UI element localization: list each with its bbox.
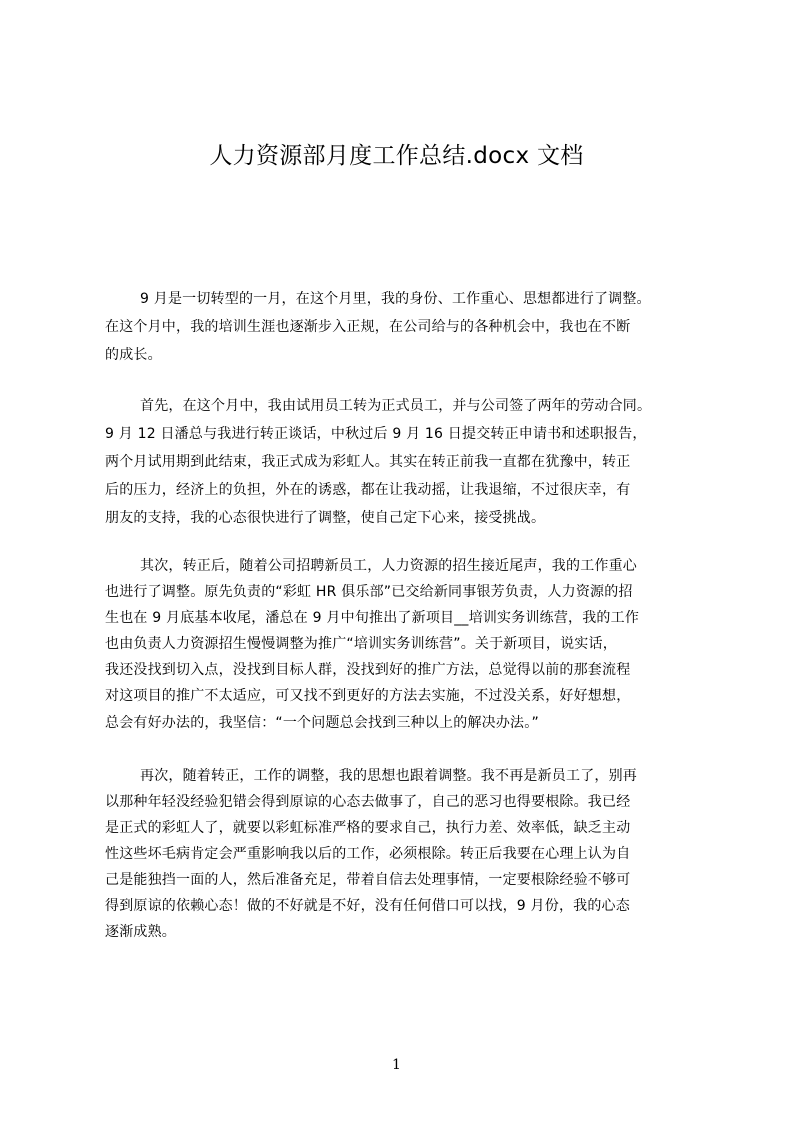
paragraph-3-line-5: 我还没找到切入点，没找到目标人群，没找到好的推广方法，总觉得以前的那套流程 <box>105 662 631 678</box>
paragraph-3-line-6: 对这项目的推广不太适应，可又找不到更好的方法去实施，不过没关系，好好想想， <box>105 688 631 704</box>
paragraph-4-line-2: 以那种年轻没经验犯错会得到原谅的心态去做事了，自己的恶习也得要根除。我已经 <box>105 794 631 810</box>
paragraph-3-line-1: 其次，转正后，随着公司招聘新员工，人力资源的招生接近尾声，我的工作重心 <box>140 558 637 574</box>
paragraph-4-line-3: 是正式的彩虹人了，就要以彩虹标准严格的要求自己，执行力差、效率低，缺乏主动 <box>105 820 631 836</box>
paragraph-1-line-1: 9 月是一切转型的一月，在这个月里，我的身份、工作重心、思想都进行了调整。 <box>140 291 651 307</box>
paragraph-2-line-4: 后的压力，经济上的负担，外在的诱惑，都在让我动摇，让我退缩，不过很庆幸，有 <box>105 482 631 498</box>
paragraph-1-line-3: 的成长。 <box>105 347 162 363</box>
paragraph-4-line-1: 再次，随着转正，工作的调整，我的思想也跟着调整。我不再是新员工了，别再 <box>140 768 637 784</box>
paragraph-2-line-5: 朋友的支持，我的心态很快进行了调整，使自己定下心来，接受挑战。 <box>105 510 546 526</box>
paragraph-3-line-2: 也进行了调整。原先负责的“彩虹 HR 俱乐部”已交给新同事银芳负责，人力资源的招 <box>105 584 633 600</box>
paragraph-3-line-7: 总会有好办法的，我坚信：“一个问题总会找到三种以上的解决办法。” <box>105 715 539 731</box>
paragraph-2-line-2: 9 月 12 日潘总与我进行转正谈话，中秋过后 9 月 16 日提交转正申请书和述职报告， <box>105 426 647 442</box>
paragraph-2-line-3: 两个月试用期到此结束，我正式成为彩虹人。其实在转正前我一直都在犹豫中，转正 <box>105 454 631 470</box>
paragraph-4-line-4: 性这些坏毛病肯定会严重影响我以后的工作，必须根除。转正后我要在心理上认为自 <box>105 846 631 862</box>
paragraph-3-line-3: 生也在 9 月底基本收尾，潘总在 9 月中旬推出了新项目__培训实务训练营，我的工作 <box>105 610 640 626</box>
paragraph-1-line-2: 在这个月中，我的培训生涯也逐渐步入正规，在公司给与的各种机会中，我也在不断 <box>105 319 631 335</box>
document-title: 人力资源部月度工作总结.docx 文档 <box>209 143 584 169</box>
paragraph-3-line-4: 也由负责人力资源招生慢慢调整为推广“培训实务训练营”。关于新项目，说实话， <box>105 636 617 652</box>
page-number: 1 <box>392 1057 401 1073</box>
paragraph-4-line-5: 己是能独挡一面的人，然后准备充足，带着自信去处理事情，一定要根除经验不够可 <box>105 872 631 888</box>
paragraph-4-line-7: 逐渐成熟。 <box>105 924 176 940</box>
paragraph-4-line-6: 得到原谅的依赖心态！做的不好就是不好，没有任何借口可以找，9 月份，我的心态 <box>105 898 630 914</box>
paragraph-2-line-1: 首先，在这个月中，我由试用员工转为正式员工，并与公司签了两年的劳动合同。 <box>140 398 652 414</box>
